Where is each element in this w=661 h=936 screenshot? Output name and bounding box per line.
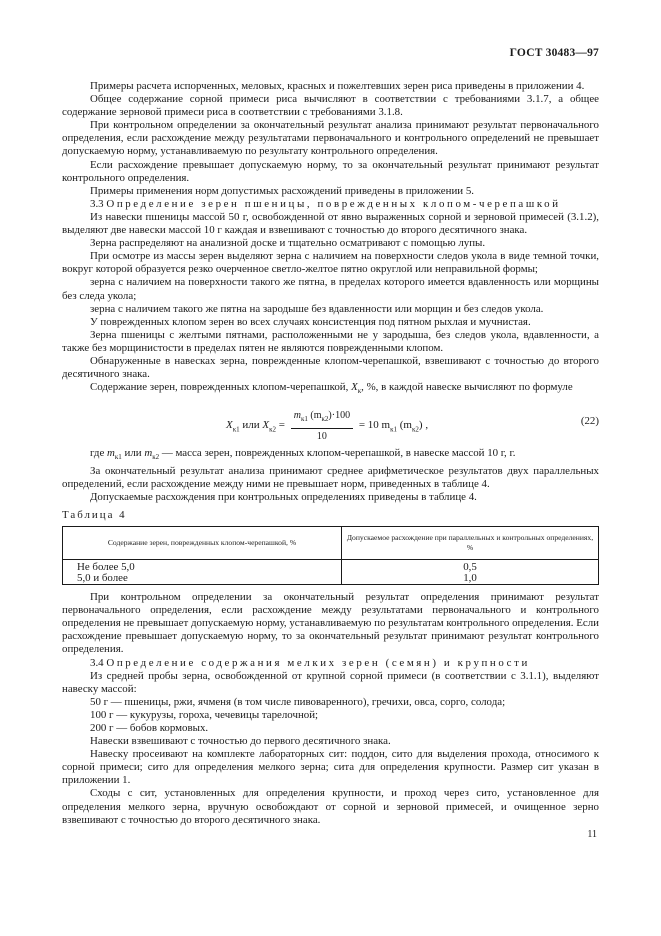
paragraph: 200 г — бобов кормовых. (90, 722, 209, 734)
document-body (62, 80, 599, 827)
formula-22 (62, 401, 599, 445)
section-title: Определение содержания мелких зерен (семян) и крупности (106, 656, 530, 669)
paragraph: За окончательный результат анализа принимают среднее арифметическое результатов двух параллельных определений, если расхождение между ними не превышает норм, приведенных в таблице 4. (62, 464, 599, 490)
table-cell-content: 5,0 и более (63, 573, 342, 585)
table-cell-tolerance: 1,0 (342, 573, 599, 585)
formula-expression: $X_{к1}$ или $X_{к2}$ = $\frac{m_{к1} (m_{к2})\cdot 100}{10}$ = 10 $m_{к1}$ $(m_{к2})$ , (226, 410, 429, 442)
paragraph: Допускаемые расхождения при контрольных определениях приведены в таблице 4. (90, 490, 477, 503)
formula-fraction: $\frac{m_{к1} (m_{к2})\cdot 100}{10}$ (291, 409, 353, 442)
paragraph: При контрольном определении за окончательный результат анализа принимают результат первоначального определения, если расхождение между результатами первоначального и контрольного определений не превышает допускаемую норму, устанавливаемую по результату контрольного определения. (62, 119, 599, 158)
table-cell-content: Не более 5,0 (63, 560, 342, 574)
section-number: 3.3 (90, 197, 104, 210)
page-number: 11 (587, 829, 597, 840)
section-title: Определение зерен пшеницы, поврежденных клопом-черепашкой (106, 197, 561, 210)
paragraph: Навеску просеивают на комплекте лабораторных сит: поддон, сито для выделения прохода, относимого к сорной примеси; сито для определения мелкого зерна; сита для определения крупности. Размер сит указан в приложении 1. (62, 748, 599, 787)
formula-number: (22) (580, 415, 599, 428)
paragraph: При контрольном определении за окончательный результат определения принимают результат первоначального определения, если расхождение между результатами первоначального и контрольного определения не превышает допускаемую норму, устанавливаемую по результатам контрольного определения. Если расхождение превышает допускаемую норму, то за окончательный результат принимают результат контрольного определения. (62, 591, 599, 656)
paragraph: Общее содержание сорной примеси риса вычисляют в соответствии с требованиями 3.1.7, а общее содержание зерновой примеси риса в соответствии с требованиями 3.1.8. (62, 93, 599, 119)
table-header-content: Содержание зерен, поврежденных клопом-черепашкой, % (63, 527, 342, 560)
paragraph: Навески взвешивают с точностью до первого десятичного знака. (90, 735, 391, 748)
section-number: 3.4 (90, 656, 104, 669)
paragraph: Зерна распределяют на анализной доске и тщательно осматривают с помощью лупы. (90, 237, 486, 250)
table-caption: Таблица 4 (62, 508, 127, 521)
paragraph: зерна с наличием на поверхности такого же пятна, в пределах которого имеется вдавленность или морщины без следа укола; (62, 276, 599, 302)
paragraph: Если расхождение превышает допускаемую норму, то за окончательный результат принимают результат контрольного определения. (62, 158, 599, 184)
paragraph: Обнаруженные в навесках зерна, поврежденные клопом-черепашкой, взвешивают с точностью до второго десятичного знака. (62, 354, 599, 381)
paragraph: Сходы с сит, установленных для определения крупности, и проход через сито, установленное для определения мелкого зерна, вручную освобождают от сорной и зерновой примесей, и очищенное зерно взвешивают с точностью до второго десятичного знака. (62, 787, 599, 826)
paragraph: 100 г — кукурузы, гороха, чечевицы тарелочной; (90, 708, 319, 721)
section-heading-3-3 (62, 198, 599, 211)
paragraph: При осмотре из массы зерен выделяют зерна с наличием на поверхности следов укола в виде темной точки, вокруг которой образуется резко очерченное светло-желтое пятно округлой или неправильной формы; (62, 250, 599, 276)
table-row (63, 573, 599, 585)
paragraph: Из средней пробы зерна, освобожденной от крупной сорной примеси (в соответствии с 3.1.1), выделяют навеску массой: (62, 669, 599, 695)
section-heading-3-4 (62, 657, 599, 670)
paragraph: 50 г — пшеницы, ржи, ячменя (в том числе пивоваренного), гречихи, овса, сорго, солода; (90, 695, 506, 708)
table-header-tolerance: Допускаемое расхождение при параллельных и контрольных определениях, % (342, 527, 599, 560)
paragraph: Примеры применения норм допустимых расхождений приведены в приложении 5. (90, 184, 475, 197)
formula-where: где $m_{к1}$ или $m_{к2}$ — масса зерен, поврежденных клопом-черепашкой, в навеске массой 10 г, г. (90, 447, 516, 462)
document-header: ГОСТ 30483—97 (509, 47, 599, 59)
paragraph: Из навески пшеницы массой 50 г, освобожденной от явно выраженных сорной и зерновой примесей (3.1.2), выделяют две навески массой 10 г каждая и взвешивают с точностью до второго десятичного знака. (62, 210, 599, 237)
formula-intro: Содержание зерен, поврежденных клопом-черепашкой, $X_к$, %, в каждой навеске вычисляют по формуле (90, 381, 573, 396)
table-row (63, 560, 599, 574)
paragraph: У поврежденных клопом зерен во всех случаях консистенция под пятном рыхлая и мучнистая. (90, 315, 531, 328)
table-header-row (63, 527, 599, 560)
paragraph: Зерна пшеницы с желтыми пятнами, расположенными не у зародыша, без следов укола, вдавленности, а также без морщинистости в пределах пятен не являются поврежденными клопом. (62, 328, 599, 354)
table-cell-tolerance: 0,5 (342, 560, 599, 574)
paragraph: зерна с наличием такого же пятна на зародыше без вдавленности или морщин и без следов укола. (90, 302, 544, 315)
table-4 (62, 526, 599, 585)
paragraph: Примеры расчета испорченных, меловых, красных и пожелтевших зерен риса приведены в приложении 4. (90, 80, 585, 92)
